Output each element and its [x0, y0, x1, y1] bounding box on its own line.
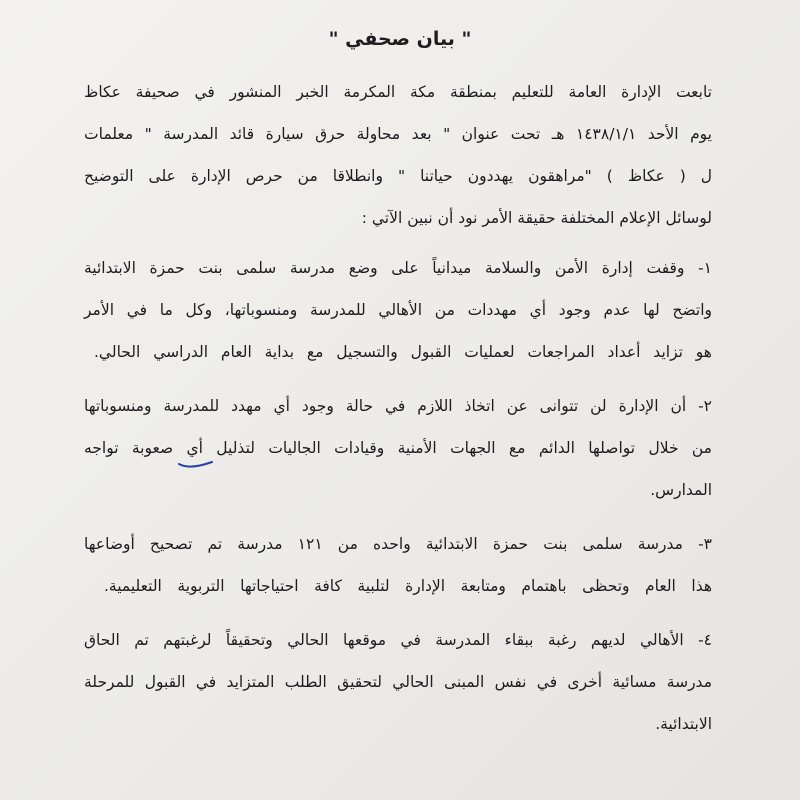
intro-line: ل ( عكاظ ) "مراهقون يهددون حياتنا " وانطلاقا من حرص الإدارة على التوضيح — [84, 167, 712, 185]
point-2-line: من خلال تواصلها الدائم مع الجهات الأمنية وقيادات الجاليات لتذليل أي صعوبة تواجه — [84, 439, 712, 457]
point-1-line: هو تزايد أعداد المراجعات لعمليات القبول والتسجيل مع بداية العام الدراسي الحالي. — [94, 343, 712, 361]
intro-line: لوسائل الإعلام المختلفة حقيقة الأمر نود أن نبين الآتي : — [361, 209, 712, 227]
point-1-line: واتضح لها عدم وجود أي مهددات من الأهالي للمدرسة ومنسوباتها، وكل ما في الأمر — [84, 301, 712, 319]
point-3-line: ٣- مدرسة سلمى بنت حمزة الابتدائية واحده من ١٢١ مدرسة تم تصحيح أوضاعها — [84, 535, 712, 553]
point-2-line: ٢- أن الإدارة لن تتوانى عن اتخاذ اللازم في حالة وجود أي مهدد للمدرسة ومنسوباتها — [84, 397, 712, 415]
intro-line: يوم الأحد ١٤٣٨/١/١ هـ تحت عنوان " بعد محاولة حرق سيارة قائد المدرسة " معلمات — [84, 125, 712, 143]
intro-line: تابعت الإدارة العامة للتعليم بمنطقة مكة المكرمة الخبر المنشور في صحيفة عكاظ — [84, 83, 712, 101]
point-1-line: ١- وقفت إدارة الأمن والسلامة ميدانياً على وضع مدرسة سلمى بنت حمزة الابتدائية — [84, 259, 712, 277]
point-2-line: المدارس. — [650, 481, 712, 499]
point-4-line: ٤- الأهالي لديهم رغبة ببقاء المدرسة في موقعها الحالي وتحقيقاً لرغبتهم تم الحاق — [84, 631, 712, 649]
point-3-line: هذا العام وتحظى باهتمام ومتابعة الإدارة لتلبية كافة احتياجاتها التربوية التعليمية. — [104, 577, 712, 595]
pen-mark-icon — [176, 456, 216, 470]
document-title: " بيان صحفي " — [328, 28, 472, 50]
point-4-line: مدرسة مسائية أخرى في نفس المبنى الحالي لتحقيق الطلب المتزايد في القبول للمرحلة — [84, 673, 712, 691]
point-4-line: الابتدائية. — [655, 715, 712, 733]
